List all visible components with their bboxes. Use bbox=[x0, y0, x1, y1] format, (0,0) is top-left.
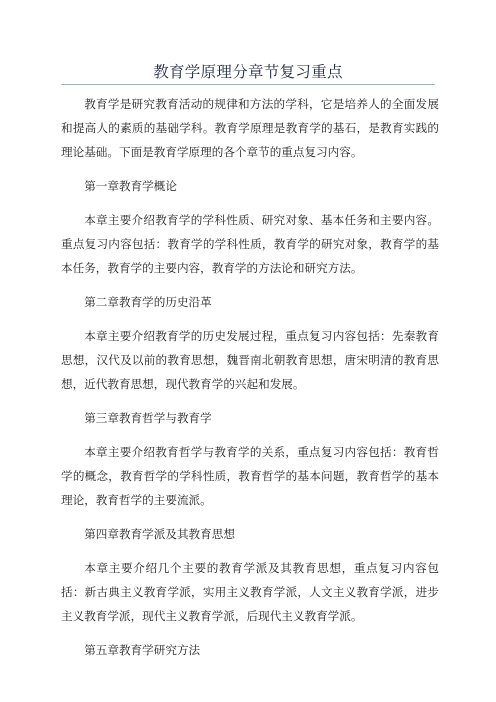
chapter-text-3: 本章主要介绍教育哲学与教育学的关系，重点复习内容包括：教育哲学的概念，教育哲学的学科性质，教育哲学的基本问题，教育哲学的基本理论，教育哲学的主要流派。 bbox=[61, 445, 439, 507]
chapter-heading-5: 第五章教育学研究方法 bbox=[84, 643, 201, 657]
chapter-text-4: 本章主要介绍几个主要的教育学派及其教育思想，重点复习内容包括：新古典主义教育学派，实用主义教育学派，人文主义教育学派，进步主义教育学派，现代主义教育学派，后现代主义教育学派。 bbox=[61, 561, 439, 623]
document-title: 教育学原理分章节复习重点 bbox=[153, 63, 343, 81]
chapter-heading-4: 第四章教育学派及其教育思想 bbox=[84, 527, 235, 541]
chapter-heading-1: 第一章教育学概论 bbox=[84, 179, 177, 193]
chapter-heading-3: 第三章教育哲学与教育学 bbox=[84, 411, 212, 425]
chapter-heading-2: 第二章教育学的历史沿革 bbox=[84, 295, 212, 309]
intro-paragraph: 教育学是研究教育活动的规律和方法的学科，它是培养人的全面发展和提高人的素质的基础学科。教育学原理是教育学的基石，是教育实践的理论基础。下面是教育学原理的各个章节的重点复习内容。 bbox=[61, 97, 439, 159]
title-divider bbox=[61, 84, 435, 85]
document-body bbox=[61, 92, 439, 672]
chapter-text-2: 本章主要介绍教育学的历史发展过程，重点复习内容包括：先秦教育思想，汉代及以前的教育思想，魏晋南北朝教育思想，唐宋明清的教育思想，近代教育思想，现代教育学的兴起和发展。 bbox=[61, 329, 439, 391]
chapter-text-1: 本章主要介绍教育学的学科性质、研究对象、基本任务和主要内容。重点复习内容包括：教育学的学科性质，教育学的研究对象，教育学的基本任务，教育学的主要内容，教育学的方法论和研究方法。 bbox=[61, 213, 439, 275]
